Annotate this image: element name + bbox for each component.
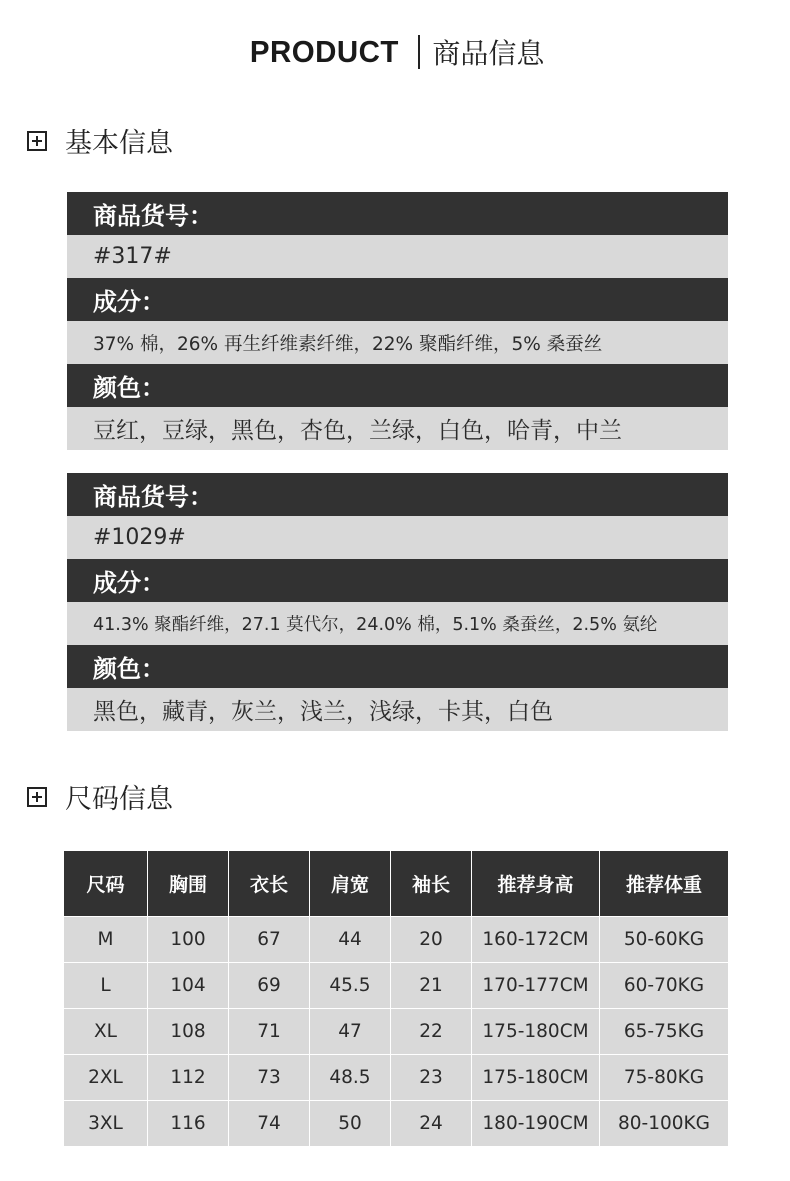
table-cell: 112 (148, 1055, 229, 1101)
header-sleeve: 袖长 (391, 851, 472, 917)
table-cell: 74 (229, 1101, 310, 1147)
color-label: 颜色： (67, 645, 728, 688)
header-length: 衣长 (229, 851, 310, 917)
table-cell: 175-180CM (472, 1055, 600, 1101)
table-cell: 71 (229, 1009, 310, 1055)
table-row (64, 1101, 729, 1147)
table-cell: 67 (229, 917, 310, 963)
color-value: 黑色，藏青，灰兰，浅兰，浅绿，卡其，白色 (67, 688, 728, 731)
table-cell: M (64, 917, 148, 963)
header-weight: 推荐体重 (600, 851, 729, 917)
table-row (64, 963, 729, 1009)
table-cell: 69 (229, 963, 310, 1009)
table-cell: 104 (148, 963, 229, 1009)
table-cell: 116 (148, 1101, 229, 1147)
table-cell: 23 (391, 1055, 472, 1101)
composition-label: 成分： (67, 559, 728, 602)
table-row (64, 1055, 729, 1101)
table-cell: 60-70KG (600, 963, 729, 1009)
table-cell: 50-60KG (600, 917, 729, 963)
table-cell: 75-80KG (600, 1055, 729, 1101)
table-cell: XL (64, 1009, 148, 1055)
table-cell: 22 (391, 1009, 472, 1055)
page-header (0, 30, 790, 74)
header-size: 尺码 (64, 851, 148, 917)
header-height: 推荐身高 (472, 851, 600, 917)
header-title-zh: 商品信息 (432, 37, 545, 70)
table-cell: 48.5 (310, 1055, 391, 1101)
table-cell: 45.5 (310, 963, 391, 1009)
composition-value: 41.3% 聚酯纤维，27.1 莫代尔，24.0% 棉，5.1% 桑蚕丝，2.5% 氨纶 (67, 602, 728, 645)
basic-info-title: 基本信息 (65, 128, 173, 159)
header-chest: 胸围 (148, 851, 229, 917)
plus-box-icon (27, 787, 47, 807)
table-cell: 108 (148, 1009, 229, 1055)
table-cell: 180-190CM (472, 1101, 600, 1147)
table-cell: 47 (310, 1009, 391, 1055)
table-cell: 2XL (64, 1055, 148, 1101)
header-shoulder: 肩宽 (310, 851, 391, 917)
product-info-block-1 (67, 192, 728, 450)
table-cell: 44 (310, 917, 391, 963)
sku-value: #317# (67, 235, 728, 278)
product-info-block-2 (67, 473, 728, 731)
header-title-en: PRODUCT (249, 34, 399, 69)
sku-label: 商品货号： (67, 192, 728, 235)
sku-label: 商品货号： (67, 473, 728, 516)
table-cell: 50 (310, 1101, 391, 1147)
size-info-title: 尺码信息 (65, 784, 173, 815)
table-cell: 73 (229, 1055, 310, 1101)
table-cell: 170-177CM (472, 963, 600, 1009)
header-divider (418, 35, 420, 69)
table-cell: 20 (391, 917, 472, 963)
table-cell: 3XL (64, 1101, 148, 1147)
table-cell: 100 (148, 917, 229, 963)
table-cell: 65-75KG (600, 1009, 729, 1055)
table-cell: 24 (391, 1101, 472, 1147)
basic-info-heading (27, 121, 173, 160)
table-cell: 80-100KG (600, 1101, 729, 1147)
table-cell: 175-180CM (472, 1009, 600, 1055)
table-cell: L (64, 963, 148, 1009)
color-label: 颜色： (67, 364, 728, 407)
size-info-heading (27, 777, 173, 816)
composition-value: 37% 棉，26% 再生纤维素纤维，22% 聚酯纤维，5% 桑蚕丝 (67, 321, 728, 364)
size-table (63, 851, 729, 1147)
table-row (64, 917, 729, 963)
plus-box-icon (27, 131, 47, 151)
table-header-row (64, 851, 729, 917)
table-row (64, 1009, 729, 1055)
sku-value: #1029# (67, 516, 728, 559)
color-value: 豆红，豆绿，黑色，杏色，兰绿，白色，哈青，中兰 (67, 407, 728, 450)
table-cell: 21 (391, 963, 472, 1009)
table-cell: 160-172CM (472, 917, 600, 963)
composition-label: 成分： (67, 278, 728, 321)
